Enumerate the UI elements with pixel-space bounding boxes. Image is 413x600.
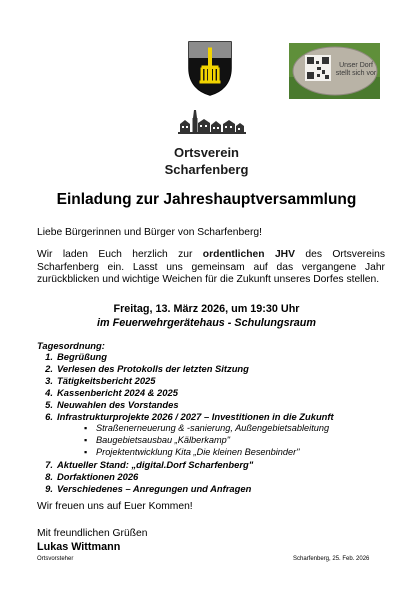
agenda-item-number: 3. bbox=[45, 375, 53, 386]
agenda-item-text: Begrüßung bbox=[57, 351, 107, 362]
agenda-item bbox=[37, 375, 155, 386]
event-date: Freitag, 13. März 2026, um 19:30 Uhr bbox=[113, 303, 300, 315]
agenda-item bbox=[37, 459, 253, 470]
org-name-line-2: Scharfenberg bbox=[164, 162, 249, 177]
agenda-item-text: Kassenbericht 2024 & 2025 bbox=[57, 387, 178, 398]
intro-text-bold: ordentlichen JHV bbox=[202, 249, 295, 260]
agenda-item-number: 9. bbox=[45, 483, 53, 494]
agenda-item-number: 8. bbox=[45, 471, 53, 482]
closing-line: Wir freuen uns auf Euer Kommen! bbox=[37, 501, 193, 512]
greeting: Liebe Bürgerinnen und Bürger von Scharfenberg! bbox=[37, 227, 262, 238]
coat-of-arms-icon bbox=[187, 40, 233, 96]
agenda-item-text: Neuwahlen des Vorstandes bbox=[57, 399, 179, 410]
agenda-item bbox=[37, 471, 138, 482]
agenda-item bbox=[37, 483, 251, 494]
place-date: Scharfenberg, 25. Feb. 2026 bbox=[293, 556, 370, 562]
agenda-item-number: 7. bbox=[45, 459, 53, 470]
agenda-item bbox=[37, 387, 178, 398]
agenda-subitem: ▪ Baugebietsausbau „Kälberkamp" bbox=[96, 435, 230, 445]
agenda-item-text: Verlesen des Protokolls der letzten Sitzung bbox=[57, 363, 249, 374]
qr-code-icon bbox=[305, 55, 331, 81]
agenda-item-number: 1. bbox=[45, 351, 53, 362]
agenda-subitem: ▪ Straßenerneuerung & -sanierung, Außengebietsableitung bbox=[96, 423, 329, 433]
signer-name: Lukas Wittmann bbox=[37, 541, 121, 553]
agenda-item-text: Infrastrukturprojekte 2026 / 2027 – Investitionen in die Zukunft bbox=[57, 411, 334, 422]
agenda-item bbox=[37, 399, 179, 410]
event-place: im Feuerwehrgerätehaus - Schulungsraum bbox=[97, 317, 316, 329]
qr-card-text-1: Unser Dorf bbox=[339, 62, 373, 69]
intro-text-before: Wir laden Euch herzlich zur bbox=[37, 249, 203, 260]
agenda-item bbox=[37, 363, 249, 374]
agenda-item-number: 2. bbox=[45, 363, 53, 374]
regards: Mit freundlichen Grüßen bbox=[37, 528, 148, 539]
agenda-item bbox=[37, 411, 334, 422]
agenda-item-text: Dorfaktionen 2026 bbox=[57, 471, 139, 482]
org-name-line-1: Ortsverein bbox=[173, 145, 240, 160]
agenda-item-number: 4. bbox=[45, 387, 53, 398]
agenda-heading: Tagesordnung: bbox=[37, 340, 105, 351]
signer-role: Ortsvorsteher bbox=[37, 556, 74, 562]
agenda-item bbox=[37, 351, 107, 362]
page-title: Einladung zur Jahreshauptversammlung bbox=[56, 191, 357, 208]
village-silhouette-icon bbox=[178, 108, 246, 134]
agenda-item-number: 6. bbox=[45, 411, 53, 422]
qr-stone-card bbox=[289, 43, 380, 99]
agenda-item-text: Tätigkeitsbericht 2025 bbox=[57, 375, 156, 386]
agenda-item-text: Verschiedenes – Anregungen und Anfragen bbox=[57, 483, 252, 494]
intro-paragraph bbox=[37, 249, 385, 287]
agenda-item-number: 5. bbox=[45, 399, 53, 410]
agenda-item-text: Aktueller Stand: „digital.Dorf Scharfenberg" bbox=[57, 459, 254, 470]
intro-text-after: des Ortsvereins Scharfenberg ein. Lasst uns gemeinsam auf das vergangene Jahr zurückblicken und wichtige Weichen für die Zukunft unseres Dorfes stellen. bbox=[37, 249, 385, 286]
agenda-subitem: ▪ Projektentwicklung Kita „Die kleinen Besenbinder" bbox=[96, 447, 299, 457]
qr-card-text-2: stellt sich vor bbox=[335, 70, 377, 77]
